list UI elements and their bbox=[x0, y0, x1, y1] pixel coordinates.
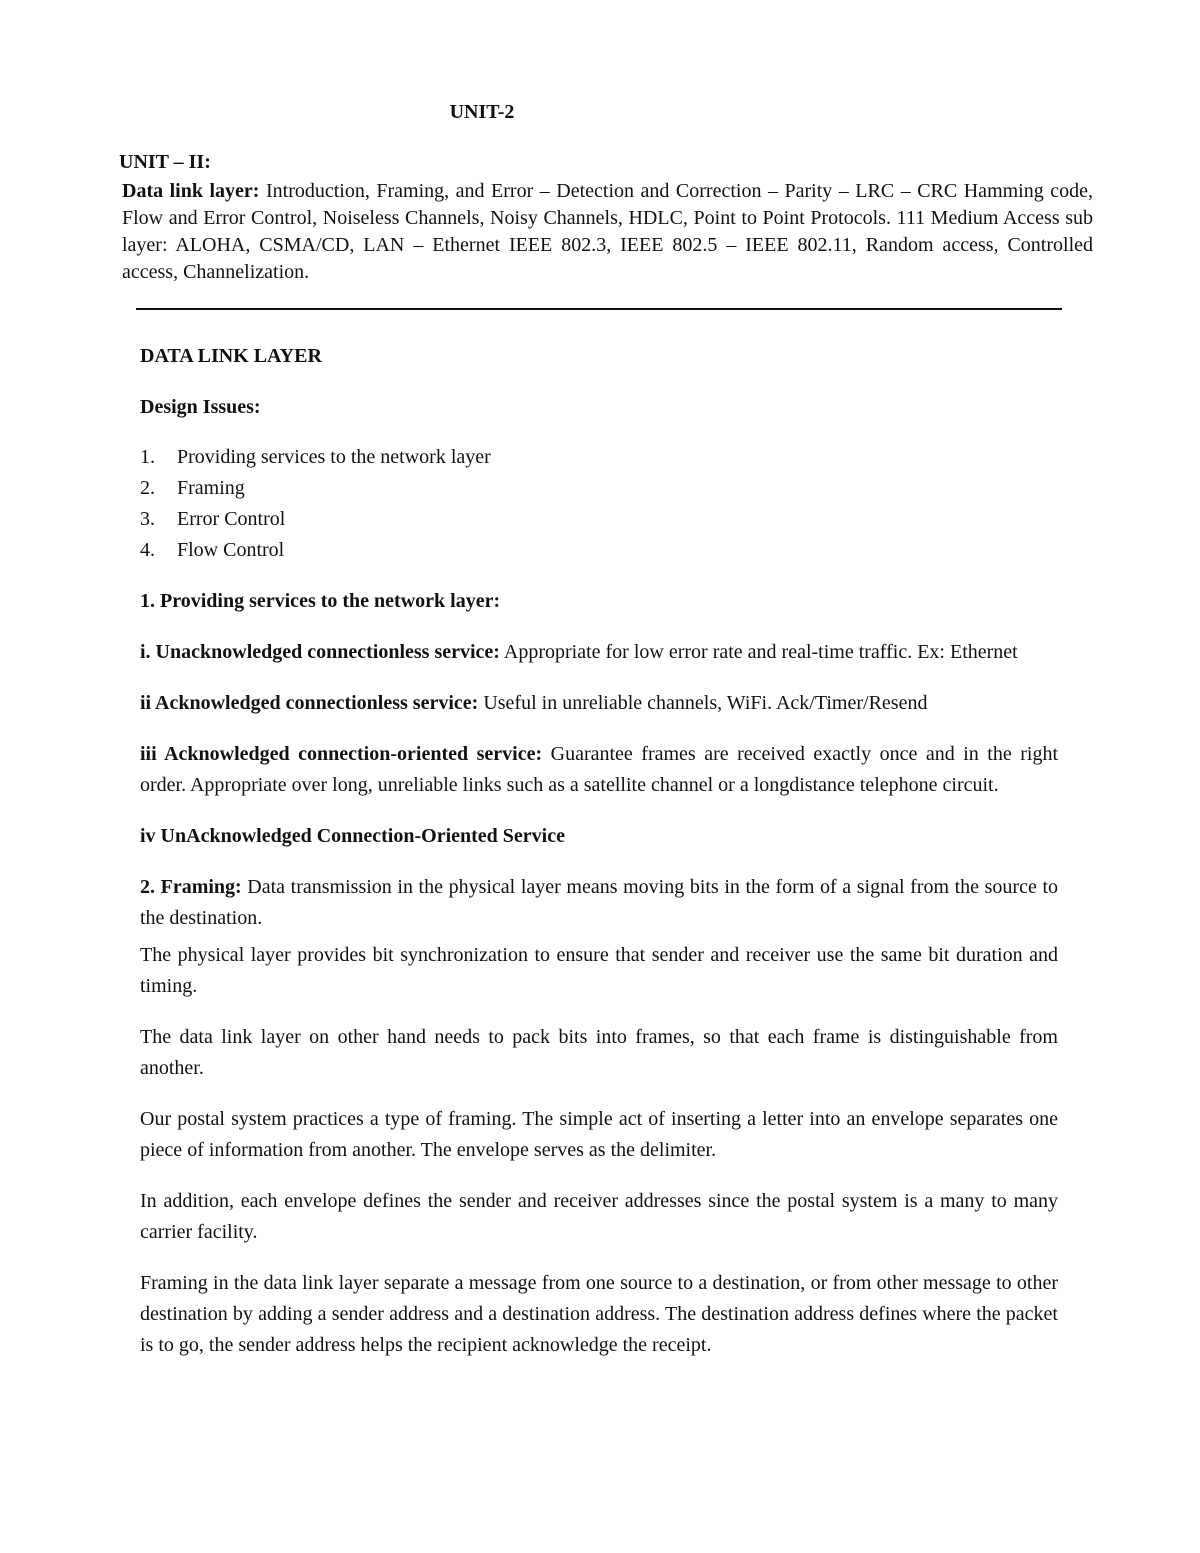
design-issues-heading: Design Issues: bbox=[140, 396, 261, 418]
service-text: Useful in unreliable channels, WiFi. Ack/Timer/Resend bbox=[478, 692, 928, 714]
syllabus-block bbox=[119, 147, 1093, 286]
list-item-number: 2. bbox=[140, 477, 155, 499]
list-item bbox=[140, 473, 1058, 504]
framing-lead: 2. Framing: bbox=[140, 876, 242, 898]
horizontal-divider bbox=[136, 308, 1062, 310]
framing-paragraph: The data link layer on other hand needs to pack bits into frames, so that each frame is distinguishable from another. bbox=[140, 1026, 1058, 1079]
service-paragraph-3 bbox=[140, 739, 1058, 801]
unit-heading: UNIT – II: bbox=[119, 151, 211, 173]
page-title: UNIT-2 bbox=[449, 101, 515, 123]
list-item-number: 1. bbox=[140, 446, 155, 468]
list-item-label: Error Control bbox=[177, 508, 286, 530]
main-content bbox=[140, 341, 1058, 1361]
service-lead: i. Unacknowledged connectionless service: bbox=[140, 641, 500, 663]
framing-paragraph: In addition, each envelope defines the sender and receiver addresses since the postal system is a many to many carrier facility. bbox=[140, 1190, 1058, 1243]
framing-paragraph: Framing in the data link layer separate a message from one source to a destination, or from other message to other destination by adding a sender address and a destination address. The destination address defines where the packet is to go, the sender address helps the recipient acknowledge the receipt. bbox=[140, 1272, 1058, 1356]
service-paragraph-2 bbox=[140, 688, 1058, 719]
list-item bbox=[140, 535, 1058, 566]
framing-intro-text: Data transmission in the physical layer means moving bits in the form of a signal from the source to the destination. bbox=[140, 876, 1059, 929]
service-text: Guarantee frames are received exactly once and in the right order. Appropriate over long, unreliable links such as a satellite channel or a longdistance telephone circuit. bbox=[140, 743, 1058, 796]
service-lead: iii Acknowledged connection-oriented service: bbox=[140, 743, 543, 765]
list-item bbox=[140, 442, 1058, 473]
service-paragraph-4 bbox=[140, 821, 1058, 852]
list-item bbox=[140, 504, 1058, 535]
framing-paragraph: Our postal system practices a type of framing. The simple act of inserting a letter into an envelope separates one piece of information from another. The envelope serves as the delimiter. bbox=[140, 1108, 1058, 1161]
list-item-number: 4. bbox=[140, 539, 155, 561]
syllabus-lead: Data link layer: bbox=[122, 180, 260, 202]
service-lead: iv UnAcknowledged Connection-Oriented Service bbox=[140, 825, 565, 847]
service-paragraph-1 bbox=[140, 637, 1058, 668]
list-item-label: Flow Control bbox=[177, 539, 285, 561]
service-lead: ii Acknowledged connectionless service: bbox=[140, 692, 479, 714]
services-heading: 1. Providing services to the network layer: bbox=[140, 590, 501, 612]
list-item-label: Framing bbox=[177, 477, 245, 499]
framing-paragraph: The physical layer provides bit synchronization to ensure that sender and receiver use the same bit duration and timing. bbox=[140, 944, 1058, 997]
section-title: DATA LINK LAYER bbox=[140, 345, 322, 367]
syllabus-text bbox=[119, 178, 1093, 286]
framing-intro bbox=[140, 872, 1058, 934]
list-item-label: Providing services to the network layer bbox=[177, 446, 491, 468]
service-text: Appropriate for low error rate and real-time traffic. Ex: Ethernet bbox=[499, 641, 1018, 663]
design-issues-list bbox=[140, 442, 1058, 566]
list-item-number: 3. bbox=[140, 508, 155, 530]
syllabus-body: Introduction, Framing, and Error – Detection and Correction – Parity – LRC – CRC Hamming code, Flow and Error Control, Noiseless Channels, Noisy Channels, HDLC, Point to Point Protocols. 111 Medium Access sub layer: ALOHA, CSMA/CD, LAN – Ethernet IEEE 802.3, IEEE 802.5 – IEEE 802.11, Random access, Controlled access, Channelization. bbox=[122, 180, 1094, 283]
